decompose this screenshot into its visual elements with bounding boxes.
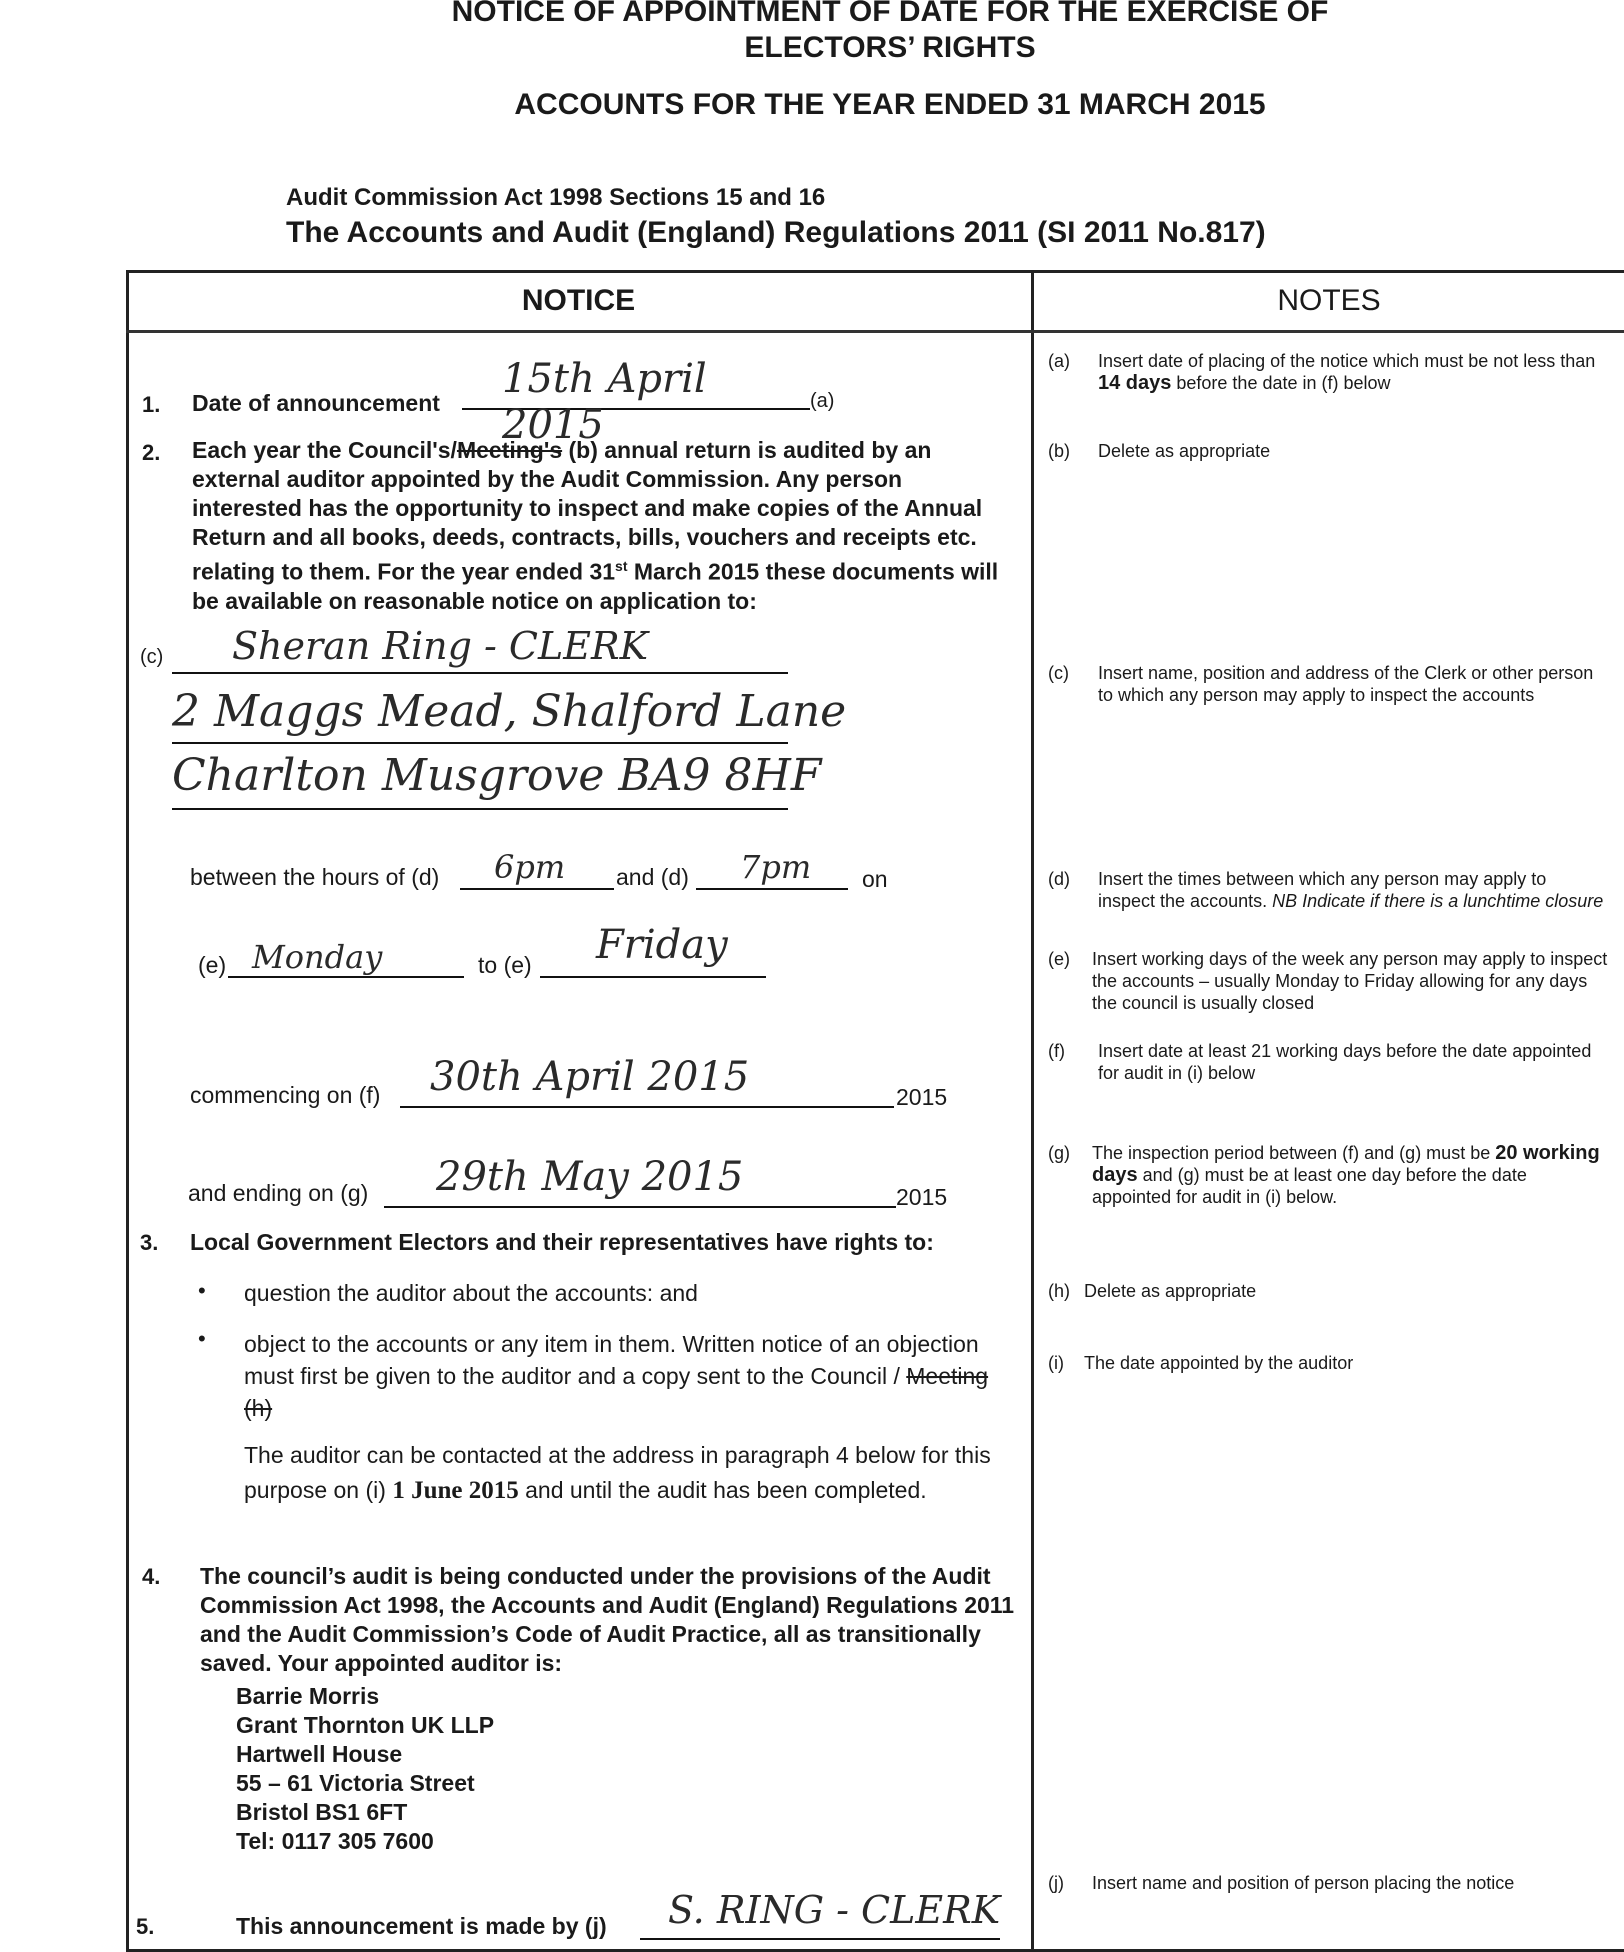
- act-reference: Audit Commission Act 1998 Sections 15 and 16: [286, 184, 826, 211]
- title-line-2: ELECTORS’ RIGHTS: [744, 31, 1036, 64]
- note-b: [1048, 440, 1608, 462]
- item-2-sup: st: [615, 558, 628, 574]
- commencing-year: 2015: [896, 1084, 948, 1110]
- note-i-label: (i): [1048, 1353, 1064, 1373]
- auditor-address: [236, 1682, 494, 1856]
- contact-text-end: and until the audit has been completed.: [518, 1477, 927, 1503]
- contact-line-1-field[interactable]: [172, 624, 788, 674]
- contact-line-3-field[interactable]: [172, 750, 822, 810]
- auditor-name: Barrie Morris: [236, 1683, 380, 1709]
- auditor-contact-paragraph: [244, 1438, 1024, 1508]
- auditor-building: Hartwell House: [236, 1741, 403, 1767]
- note-g-bold: 20 working days: [1092, 1142, 1600, 1186]
- day-from-value: Monday: [252, 938, 383, 976]
- note-g-post: and (g) must be at least one day before the date appointed for audit in (i) below.: [1092, 1165, 1527, 1207]
- note-h-text: Delete as appropriate: [1084, 1281, 1257, 1301]
- bullet-1-icon: •: [198, 1278, 206, 1303]
- note-e-label: (e): [1048, 949, 1070, 969]
- note-a-label: (a): [1048, 351, 1070, 371]
- note-d-label: (d): [1048, 869, 1070, 889]
- day-to-value: Friday: [596, 922, 728, 968]
- contact-line-2-field[interactable]: [172, 686, 847, 744]
- notes-column-header: NOTES: [1277, 284, 1381, 317]
- item-4-number: 4.: [142, 1564, 161, 1589]
- note-c-text: Insert name, position and address of the Clerk or other person to which any person may apply to inspect the accounts: [1098, 663, 1594, 705]
- document-subtitle: ACCOUNTS FOR THE YEAR ENDED 31 MARCH 2015: [514, 88, 1266, 121]
- commencing-date-field[interactable]: [400, 1054, 894, 1108]
- note-d-text: [1098, 868, 1608, 912]
- day-from-field[interactable]: [228, 938, 464, 978]
- item-4-paragraph: The council’s audit is being conducted under the provisions of the Audit Commission Act 1998, the Accounts and Audit (England) Regulations 2011 and the Audit Commission’s Code of Audit Practice, all as transitionally saved. Your appointed auditor is:: [200, 1563, 1015, 1676]
- bullet-2-icon: •: [198, 1326, 206, 1351]
- days-to-label: to (e): [478, 952, 532, 978]
- hours-from-value: 6pm: [494, 848, 566, 886]
- item-2-text-start: Each year the Council's/: [192, 437, 457, 463]
- note-f-label: (f): [1048, 1041, 1065, 1061]
- days-from-ref: (e): [198, 952, 227, 978]
- commencing-date-value: 30th April 2015: [430, 1054, 750, 1100]
- note-f: [1048, 1040, 1608, 1084]
- hours-label: between the hours of (d): [190, 864, 440, 890]
- column-divider: [1031, 270, 1034, 1952]
- contact-ref-c: (c): [140, 646, 164, 668]
- note-b-text: Delete as appropriate: [1098, 441, 1271, 461]
- notice-column-header: NOTICE: [521, 284, 636, 317]
- audit-date-value: 1 June 2015: [392, 1477, 519, 1504]
- note-e-text: Insert working days of the week any person may apply to inspect the accounts – usually Monday to Friday allowing for any days the council is usually closed: [1092, 949, 1608, 1013]
- struck-meeting-h: Meeting (h): [244, 1363, 989, 1421]
- right-object-accounts: [244, 1328, 1004, 1424]
- note-a-text: [1098, 350, 1608, 394]
- item-3-heading: Local Government Electors and their representatives have rights to:: [190, 1229, 934, 1255]
- item-2-text-rest: (b) annual return is audited by an external auditor appointed by the Audit Commission. Any person interested has the opportunity to inspect and make copies of the Annual Return and all books, deeds, contracts, bills, vouchers and receipts etc. relating to them. For the year ended 31: [192, 437, 983, 585]
- item-1-ref: (a): [810, 390, 835, 412]
- item-2-text-end: March 2015 these documents will be available on reasonable notice on application to:: [192, 558, 999, 614]
- note-i-text: The date appointed by the auditor: [1084, 1353, 1354, 1373]
- regulations-reference: The Accounts and Audit (England) Regulations 2011 (SI 2011 No.817): [286, 216, 1266, 249]
- hours-to-field[interactable]: [696, 848, 848, 890]
- item-3-number: 3.: [140, 1230, 159, 1255]
- ending-year: 2015: [896, 1184, 948, 1210]
- note-c-label: (c): [1048, 663, 1069, 683]
- item-2-paragraph: [192, 436, 1012, 616]
- hours-from-field[interactable]: [460, 848, 614, 890]
- contact-line-2-value: 2 Maggs Mead, Shalford Lane: [172, 686, 847, 737]
- note-e: [1048, 948, 1608, 1014]
- note-g-label: (g): [1048, 1143, 1070, 1163]
- note-h-label: (h): [1048, 1281, 1070, 1301]
- announcer-value: S. RING - CLERK: [668, 1888, 1001, 1932]
- note-a-post: before the date in (f) below: [1171, 373, 1391, 393]
- auditor-city: Bristol BS1 6FT: [236, 1799, 408, 1825]
- note-g-text: [1092, 1142, 1608, 1208]
- right-question-auditor: question the auditor about the accounts: and: [244, 1280, 698, 1306]
- hours-to-value: 7pm: [740, 848, 812, 886]
- ending-date-value: 29th May 2015: [436, 1154, 744, 1200]
- note-a-pre: Insert date of placing of the notice which must be not less than: [1098, 351, 1596, 371]
- note-j-label: (j): [1048, 1873, 1064, 1893]
- note-d: [1048, 868, 1608, 912]
- hours-and-label: and (d): [616, 864, 689, 890]
- auditor-firm: Grant Thornton UK LLP: [236, 1712, 495, 1738]
- item-1-number: 1.: [142, 392, 161, 417]
- item-1-label: Date of announcement: [192, 390, 440, 416]
- note-g: [1048, 1142, 1608, 1208]
- document-title: [300, 0, 1480, 66]
- note-j: [1048, 1872, 1608, 1894]
- commencing-label: commencing on (f): [190, 1082, 381, 1108]
- note-a-bold: 14 days: [1098, 372, 1172, 394]
- contact-line-3-value: Charlton Musgrove BA9 8HF: [172, 750, 822, 801]
- contact-text-start: The auditor can be contacted at the address in paragraph 4 below for this purpose on (i): [244, 1442, 991, 1503]
- note-j-text: Insert name and position of person placing the notice: [1092, 1873, 1515, 1893]
- announcer-field[interactable]: [640, 1890, 1000, 1940]
- item-2-number: 2.: [142, 440, 161, 465]
- note-b-label: (b): [1048, 441, 1070, 461]
- note-d-italic: NB Indicate if there is a lunchtime closure: [1272, 891, 1604, 911]
- date-of-announcement-field[interactable]: [462, 356, 810, 448]
- note-d-main: Insert the times between which any person may apply to inspect the accounts.: [1098, 869, 1547, 911]
- date-of-announcement-value: 15th April 2015: [502, 356, 707, 448]
- ending-date-field[interactable]: [384, 1154, 896, 1208]
- item-5-label: This announcement is made by (j): [236, 1913, 607, 1939]
- note-g-pre: The inspection period between (f) and (g) must be: [1092, 1143, 1496, 1163]
- note-c: [1048, 662, 1608, 706]
- day-to-field[interactable]: [540, 922, 766, 978]
- item-5-number: 5.: [136, 1914, 155, 1939]
- title-line-1: NOTICE OF APPOINTMENT OF DATE FOR THE EXERCISE OF: [451, 0, 1329, 28]
- header-divider: [126, 330, 1624, 333]
- note-h: [1048, 1280, 1608, 1302]
- note-f-text: Insert date at least 21 working days before the date appointed for audit in (i) below: [1098, 1041, 1592, 1083]
- auditor-street: 55 – 61 Victoria Street: [236, 1770, 475, 1796]
- contact-line-1-value: Sheran Ring - CLERK: [232, 624, 648, 668]
- auditor-phone: Tel: 0117 305 7600: [236, 1828, 434, 1854]
- hours-on-label: on: [862, 866, 888, 892]
- ending-label: and ending on (g): [188, 1180, 369, 1206]
- object-text: object to the accounts or any item in them. Written notice of an objection must first be given to the auditor and a copy sent to the Council /: [244, 1331, 979, 1389]
- note-i: [1048, 1352, 1608, 1374]
- note-a: [1048, 350, 1608, 394]
- struck-meeting-text: Meeting's: [456, 437, 563, 463]
